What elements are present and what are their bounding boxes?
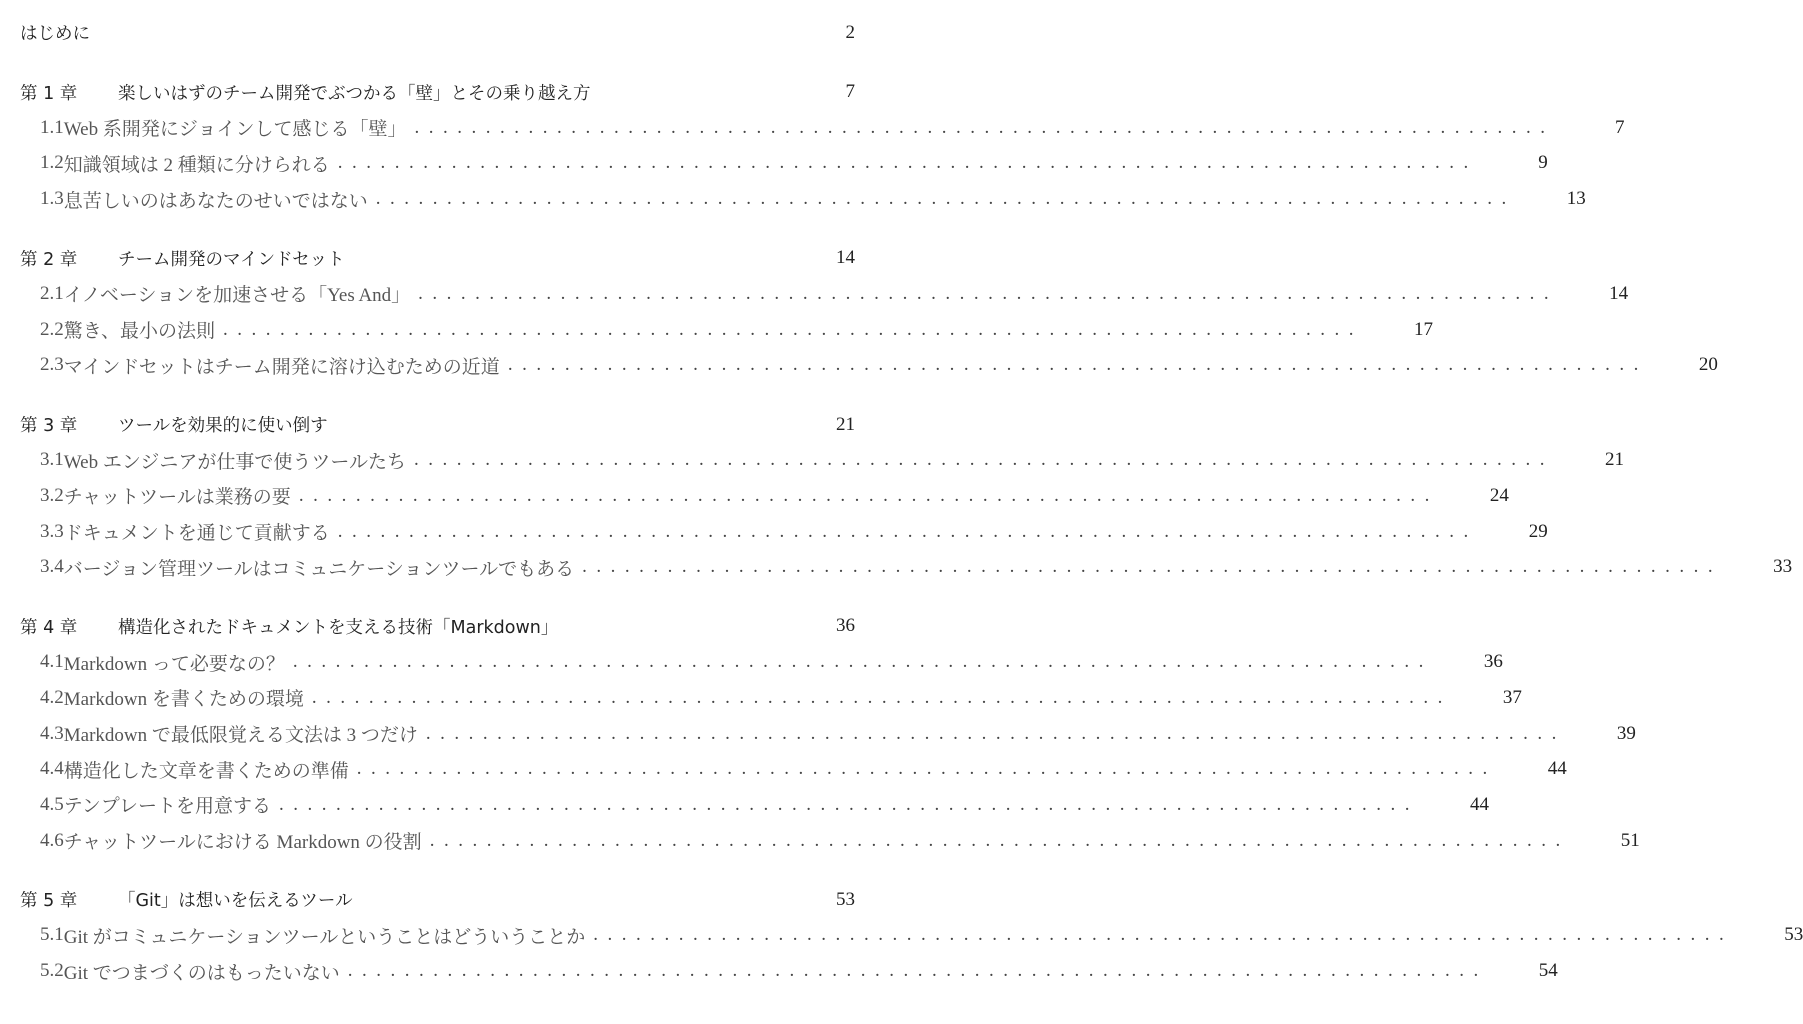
section-title: Markdown を書くための環境 <box>63 689 304 711</box>
section-number: 4.4 <box>40 758 64 780</box>
chapter-title: 楽しいはずのチーム開発でぶつかる「壁」とその乗り越え方 <box>118 83 591 104</box>
section-number: 4.1 <box>40 651 64 673</box>
chapter-page: 7 <box>845 81 855 103</box>
section-number: 1.3 <box>40 188 64 210</box>
section-page: 37 <box>1502 686 1522 708</box>
section-title: 構造化した文章を書くための準備 <box>63 760 349 782</box>
chapter-title: ツールを効果的に使い倒す <box>118 416 328 437</box>
dot-leader: ................................................................................ <box>429 829 1570 851</box>
toc-section[interactable] <box>20 276 1629 312</box>
section-title: Markdown で最低限覚える文法は 3 つだけ <box>63 725 418 747</box>
section-title: Markdown って必要なの？ <box>63 653 285 675</box>
section-title: Web エンジニアが仕事で使うツールたち <box>63 451 406 473</box>
table-of-contents <box>20 15 1803 989</box>
section-page: 53 <box>1784 924 1803 946</box>
toc-chapter[interactable] <box>20 882 855 918</box>
toc-chapter[interactable] <box>20 407 855 443</box>
dot-leader: ................................................................................ <box>298 484 1439 506</box>
dot-leader: ................................................................................ <box>311 686 1452 708</box>
toc-section[interactable] <box>20 549 1793 585</box>
section-page: 21 <box>1605 449 1624 471</box>
chapter-title: 構造化されたドキュメントを支える技術「Markdown」 <box>118 617 559 638</box>
toc-section[interactable] <box>20 181 1586 217</box>
section-page: 20 <box>1698 354 1718 376</box>
dot-leader: ................................................................................ <box>279 793 1420 815</box>
toc-entry-intro[interactable] <box>20 15 855 51</box>
section-number: 3.1 <box>40 449 64 471</box>
section-page: 44 <box>1470 793 1490 815</box>
toc-section[interactable] <box>20 953 1558 989</box>
dot-leader: ................................................................................ <box>292 651 1433 673</box>
chapter-title: 「Git」は想いを伝えるツール <box>118 891 353 912</box>
chapter-title: チーム開発のマインドセット <box>118 249 345 270</box>
entry-page: 2 <box>845 21 855 43</box>
toc-section[interactable] <box>20 787 1490 823</box>
dot-leader: ................................................................................ <box>582 556 1723 578</box>
section-number: 5.1 <box>40 924 64 946</box>
toc-section[interactable] <box>20 514 1548 550</box>
chapter-label: 第 5 章 <box>20 891 78 912</box>
section-page: 51 <box>1620 829 1640 851</box>
section-page: 24 <box>1489 484 1509 506</box>
toc-section[interactable] <box>20 918 1803 954</box>
chapter-page: 36 <box>836 615 855 637</box>
section-page: 54 <box>1538 960 1558 982</box>
dot-leader: ................................................................................ <box>375 188 1516 210</box>
section-number: 5.2 <box>40 960 64 982</box>
toc-section[interactable] <box>20 716 1636 752</box>
chapter-page: 53 <box>836 888 855 910</box>
dot-leader: ................................................................................ <box>418 282 1559 304</box>
section-title: マインドセットはチーム開発に溶け込むための近道 <box>63 356 500 378</box>
dot-leader: ................................................................................ <box>337 520 1478 542</box>
section-number: 3.2 <box>40 484 64 506</box>
toc-section[interactable] <box>20 751 1567 787</box>
dot-leader: ................................................................................ <box>414 449 1554 471</box>
toc-section[interactable] <box>20 442 1624 478</box>
toc-section[interactable] <box>20 644 1503 680</box>
section-title: Git がコミュニケーションツールということはどういうことか <box>63 926 586 948</box>
section-number: 4.6 <box>40 829 64 851</box>
section-number: 2.3 <box>40 354 64 376</box>
dot-leader: ................................................................................ <box>223 318 1363 340</box>
section-number: 2.1 <box>40 282 64 304</box>
section-number: 3.3 <box>40 520 64 542</box>
section-title: ドキュメントを通じて貢献する <box>63 523 330 545</box>
chapter-label: 第 4 章 <box>20 617 78 638</box>
toc-chapter[interactable] <box>20 609 855 645</box>
dot-leader: ................................................................................ <box>507 354 1648 376</box>
section-page: 33 <box>1773 556 1793 578</box>
section-page: 36 <box>1483 651 1503 673</box>
section-page: 29 <box>1528 520 1548 542</box>
section-number: 1.1 <box>40 116 64 138</box>
section-title: チャットツールは業務の要 <box>63 487 291 509</box>
dot-leader: ................................................................................ <box>593 924 1734 946</box>
section-page: 7 <box>1614 116 1625 138</box>
section-title: イノベーションを加速させる「Yes And」 <box>63 285 411 307</box>
dot-leader: ................................................................................ <box>337 152 1478 174</box>
section-number: 4.2 <box>40 686 64 708</box>
section-number: 1.2 <box>40 152 64 174</box>
section-title: 驚き、最小の法則 <box>63 321 215 343</box>
dot-leader: ................................................................................ <box>356 758 1497 780</box>
section-number: 4.5 <box>40 793 64 815</box>
section-page: 44 <box>1547 758 1567 780</box>
dot-leader: ................................................................................ <box>425 722 1566 744</box>
section-number: 2.2 <box>40 318 64 340</box>
chapter-page: 21 <box>836 413 855 435</box>
chapter-label: 第 2 章 <box>20 249 78 270</box>
toc-section[interactable] <box>20 348 1718 384</box>
chapter-label: 第 3 章 <box>20 416 78 437</box>
toc-section[interactable] <box>20 312 1433 348</box>
section-title: 息苦しいのはあなたのせいではない <box>63 190 368 212</box>
section-number: 3.4 <box>40 556 64 578</box>
toc-section[interactable] <box>20 680 1522 716</box>
section-title: チャットツールにおける Markdown の役割 <box>63 832 422 854</box>
section-title: バージョン管理ツールはコミュニケーションツールでもある <box>63 558 575 580</box>
section-title: 知識領域は 2 種類に分けられる <box>63 154 330 176</box>
section-title: Web 系開発にジョインして感じる「壁」 <box>63 119 407 141</box>
section-page: 13 <box>1566 188 1586 210</box>
section-page: 39 <box>1616 722 1636 744</box>
toc-chapter[interactable] <box>20 74 855 110</box>
toc-section[interactable] <box>20 110 1625 146</box>
section-page: 9 <box>1538 152 1548 174</box>
toc-section[interactable] <box>20 146 1548 182</box>
dot-leader: ................................................................................ <box>347 960 1488 982</box>
chapter-label: 第 1 章 <box>20 83 78 104</box>
toc-section[interactable] <box>20 478 1509 514</box>
chapter-page: 14 <box>836 247 855 269</box>
toc-section[interactable] <box>20 823 1640 859</box>
section-page: 14 <box>1609 282 1629 304</box>
toc-chapter[interactable] <box>20 240 855 276</box>
section-page: 17 <box>1414 318 1433 340</box>
section-number: 4.3 <box>40 722 64 744</box>
section-title: Git でつまづくのはもったいない <box>63 962 340 984</box>
entry-title: はじめに <box>20 24 90 45</box>
section-title: テンプレートを用意する <box>63 796 272 818</box>
dot-leader: ................................................................................ <box>414 116 1555 138</box>
